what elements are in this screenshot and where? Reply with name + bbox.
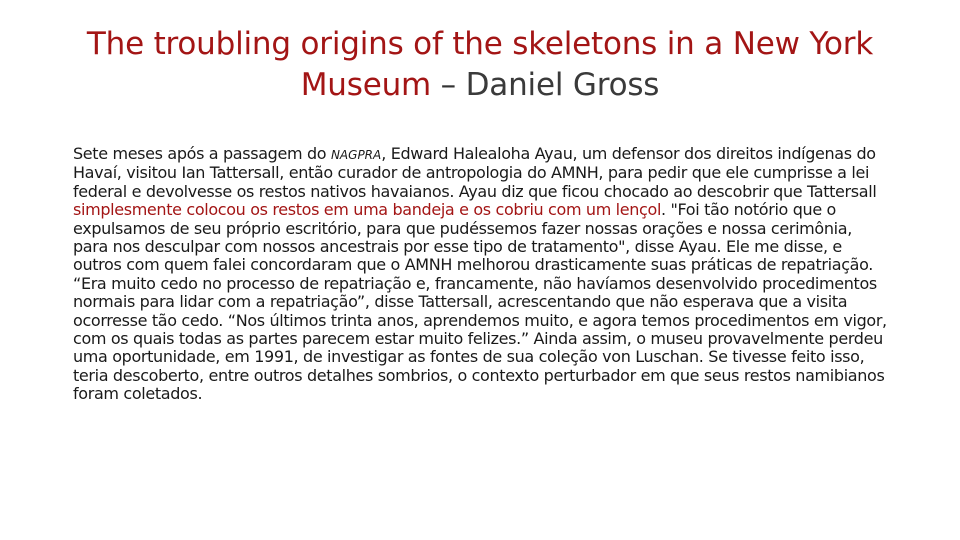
title-author: Daniel Gross [465,67,660,103]
nagpra-acronym: NAGPRA [330,148,382,162]
body-text-part-1: Sete meses após a passagem do [73,144,331,163]
body-paragraph [73,145,888,404]
title-text: The troubling origins of the skeletons in a New York Museum [86,26,874,103]
body-text-part-3: . "Foi tão notório que o expulsamos de seu próprio escritório, para que pudéssemos fazer nossas orações e nossa cerimônia, para nos desculpar com nossos ancestrais por esse tipo de tratamento", disse Ayau. Ele me disse, e outros com quem falei concordaram que o AMNH melhorou drasticamente suas práticas de repatriação. “Era muito cedo no processo de repatriação e, francamente, não havíamos desenvolvido procedimentos normais para lidar com a repatriação”, disse Tattersall, acrescentando que não esperava que a visita ocorresse tão cedo. “Nos últimos trinta anos, aprendemos muito, e agora temos procedimentos em vigor, com os quais todas as partes parecem estar muito felizes.” Ainda assim, o museu provavelmente perdeu uma oportunidade, em 1991, de investigar as fontes de sua coleção von Luschan. Se tivesse feito isso, teria descoberto, entre outros detalhes sombrios, o contexto perturbador em que seus restos namibianos foram coletados. [73,200,887,404]
highlighted-text: simplesmente colocou os restos em uma bandeja e os cobriu com um lençol [73,200,662,220]
body-text-part-2: , Edward Halealoha Ayau, um defensor dos direitos indígenas do Havaí, visitou Ian Tattersall, então curador de antropologia do AMNH, para pedir que ele cumprisse a lei federal e devolvesse os restos nativos havaianos. Ayau diz que ficou chocado ao descobrir que Tattersall [73,144,877,201]
title-separator: – [431,67,466,103]
slide-title [60,24,900,106]
